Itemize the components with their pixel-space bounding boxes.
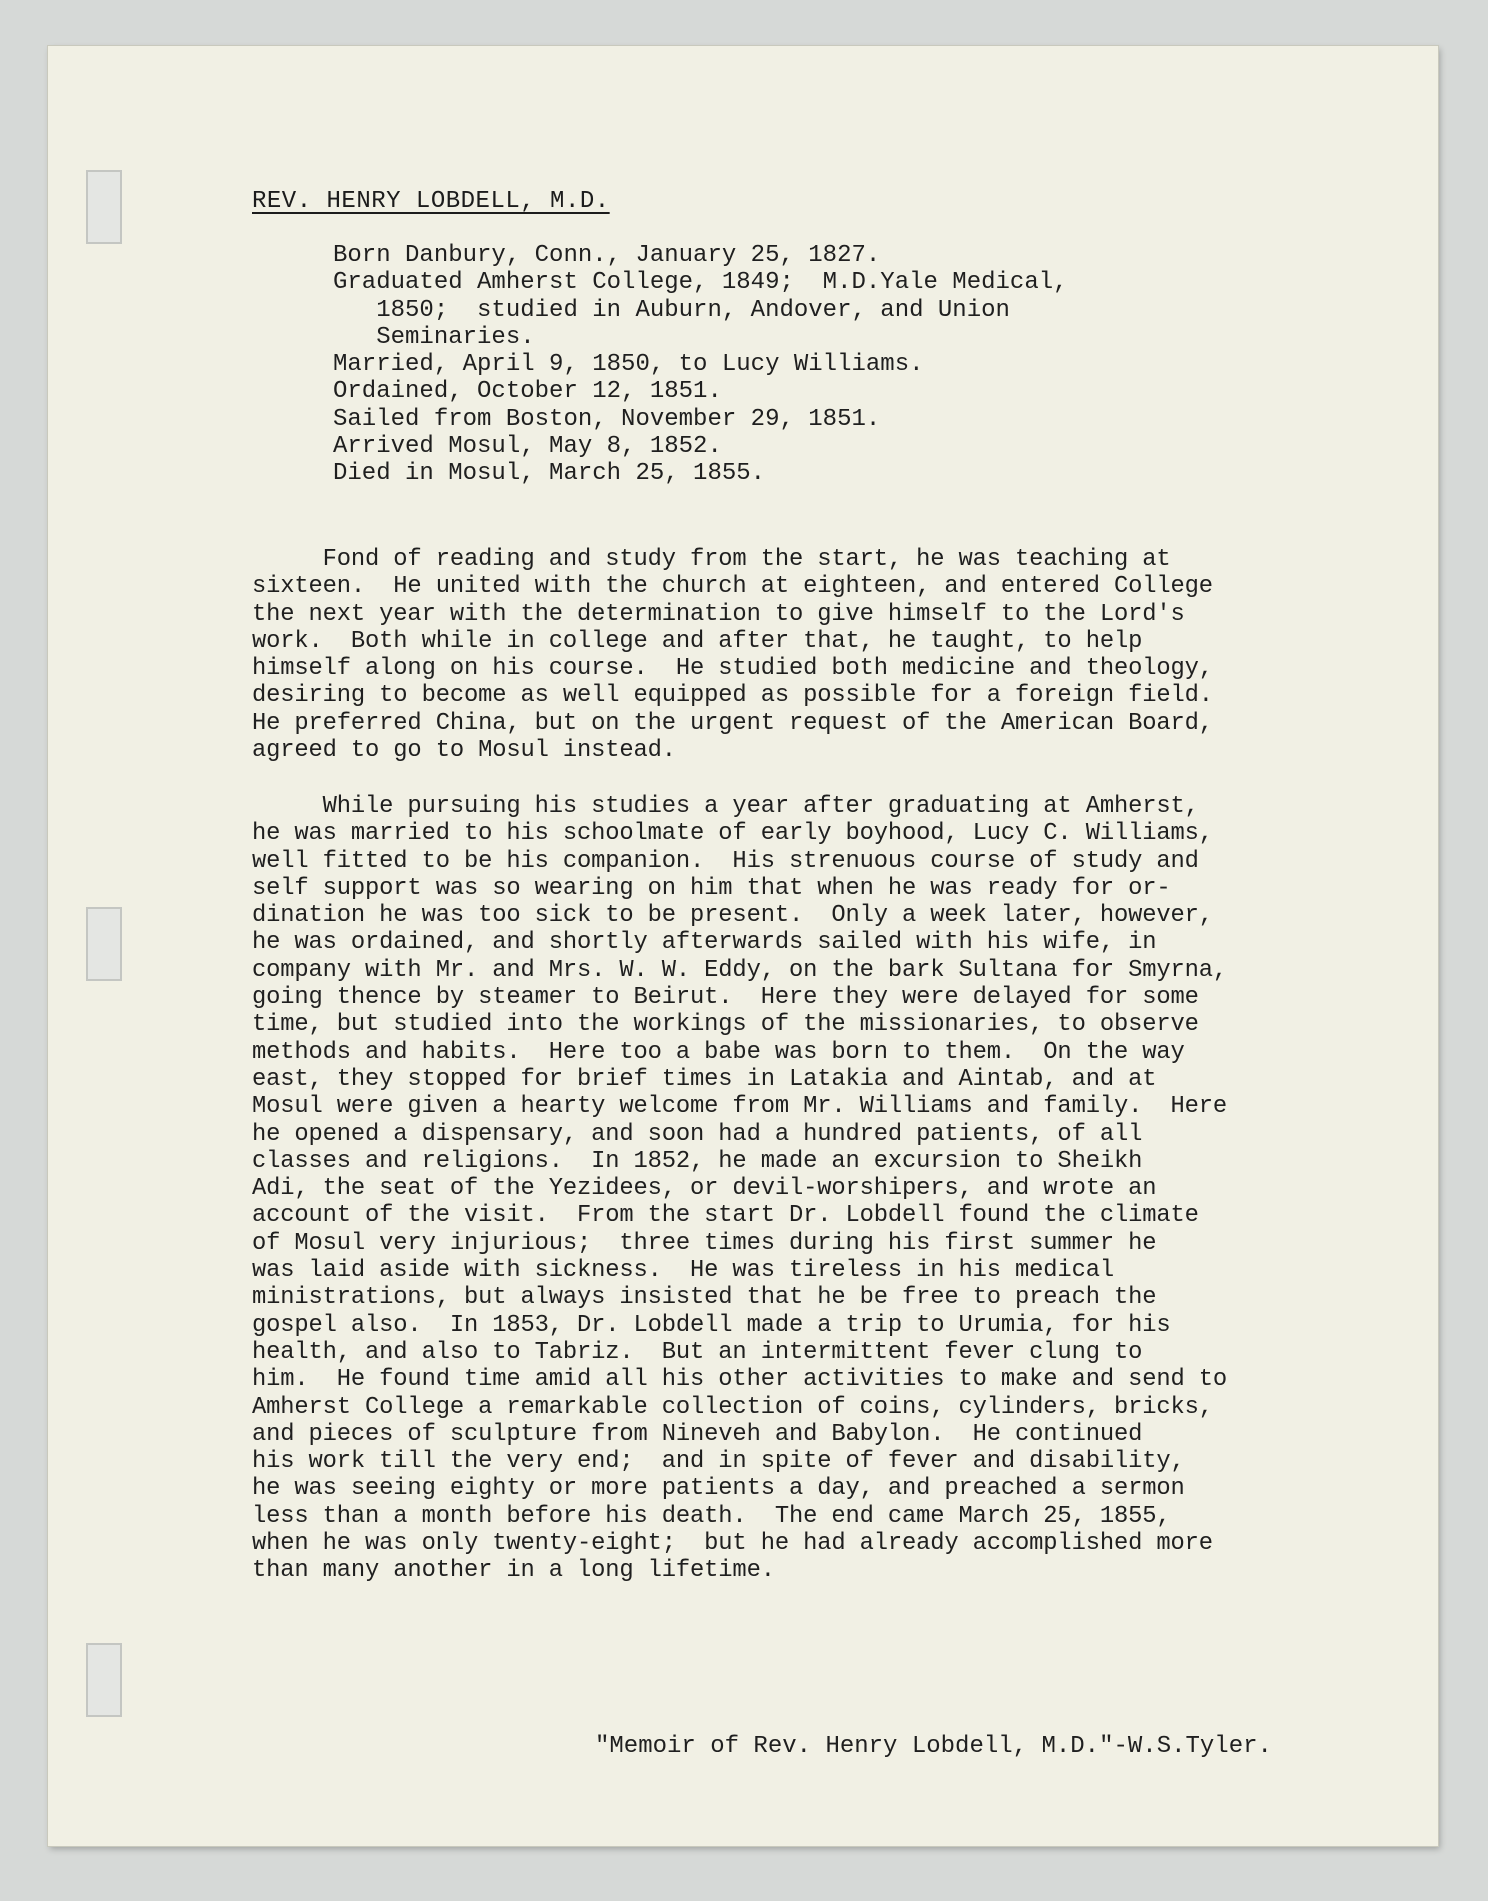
fact-line: 1850; studied in Auburn, Andover, and Union bbox=[333, 296, 1010, 324]
binder-slot-top bbox=[86, 170, 122, 244]
paragraph-2-line: While pursuing his studies a year after graduating at Amherst, bbox=[252, 793, 1199, 820]
paragraph-2-line: self support was so wearing on him that when he was ready for or- bbox=[252, 874, 1171, 902]
paragraph-2-line: less than a month before his death. The end came March 25, 1855, bbox=[252, 1502, 1171, 1530]
paragraph-1-line: himself along on his course. He studied both medicine and theology, bbox=[252, 655, 1213, 683]
binder-slot-bottom bbox=[86, 1643, 122, 1717]
paragraph-2-line: when he was only twenty-eight; but he had already accomplished more bbox=[252, 1530, 1213, 1558]
paragraph-2-line: methods and habits. Here too a babe was born to them. On the way bbox=[252, 1038, 1185, 1066]
paragraph-2-line: his work till the very end; and in spite of fever and disability, bbox=[252, 1448, 1185, 1476]
binder-slot-middle bbox=[86, 907, 122, 981]
fact-line: Died in Mosul, March 25, 1855. bbox=[333, 460, 766, 488]
paragraph-2-line: east, they stopped for brief times in Latakia and Aintab, and at bbox=[252, 1065, 1157, 1093]
paragraph-1-line: agreed to go to Mosul instead. bbox=[252, 737, 676, 765]
paragraph-1-line: desiring to become as well equipped as possible for a foreign field. bbox=[252, 682, 1213, 710]
paragraph-2-line: dination he was too sick to be present. Only a week later, however, bbox=[252, 902, 1213, 930]
paragraph-2-line: he was married to his schoolmate of early boyhood, Lucy C. Williams, bbox=[252, 820, 1213, 848]
source-attribution: "Memoir of Rev. Henry Lobdell, M.D."-W.S.Tyler. bbox=[595, 1733, 1272, 1760]
fact-line: Born Danbury, Conn., January 25, 1827. bbox=[333, 242, 881, 269]
paragraph-1-line: the next year with the determination to give himself to the Lord's bbox=[252, 600, 1185, 628]
document-title: REV. HENRY LOBDELL, M.D. bbox=[252, 188, 610, 215]
fact-line: Ordained, October 12, 1851. bbox=[333, 378, 722, 406]
body-paragraph-2 bbox=[252, 793, 1227, 1585]
paragraph-2-line: he was seeing eighty or more patients a day, and preached a sermon bbox=[252, 1475, 1185, 1503]
paragraph-2-line: ministrations, but always insisted that he be free to preach the bbox=[252, 1284, 1157, 1312]
fact-line: Arrived Mosul, May 8, 1852. bbox=[333, 433, 722, 461]
paragraph-1-line: He preferred China, but on the urgent request of the American Board, bbox=[252, 709, 1213, 737]
paragraph-2-line: him. He found time amid all his other activities to make and send to bbox=[252, 1366, 1228, 1394]
paragraph-2-line: time, but studied into the workings of the missionaries, to observe bbox=[252, 1011, 1199, 1039]
paragraph-2-line: and pieces of sculpture from Nineveh and Babylon. He continued bbox=[252, 1420, 1143, 1448]
paragraph-2-line: classes and religions. In 1852, he made an excursion to Sheikh bbox=[252, 1147, 1143, 1175]
paragraph-2-line: account of the visit. From the start Dr. Lobdell found the climate bbox=[252, 1202, 1199, 1230]
paragraph-2-line: he opened a dispensary, and soon had a hundred patients, of all bbox=[252, 1120, 1143, 1148]
fact-line: Seminaries. bbox=[333, 323, 535, 351]
biographical-facts bbox=[333, 242, 1068, 488]
paragraph-2-line: was laid aside with sickness. He was tireless in his medical bbox=[252, 1257, 1114, 1285]
paragraph-1-line: Fond of reading and study from the start, he was teaching at bbox=[252, 546, 1171, 573]
paragraph-2-line: well fitted to be his companion. His strenuous course of study and bbox=[252, 847, 1199, 875]
paragraph-1-line: work. Both while in college and after that, he taught, to help bbox=[252, 627, 1143, 655]
paragraph-2-line: Amherst College a remarkable collection of coins, cylinders, bricks, bbox=[252, 1393, 1213, 1421]
paragraph-2-line: gospel also. In 1853, Dr. Lobdell made a trip to Urumia, for his bbox=[252, 1311, 1171, 1339]
paragraph-2-line: Adi, the seat of the Yezidees, or devil-worshipers, and wrote an bbox=[252, 1175, 1157, 1203]
fact-line: Graduated Amherst College, 1849; M.D.Yale Medical, bbox=[333, 269, 1068, 297]
fact-line: Sailed from Boston, November 29, 1851. bbox=[333, 405, 881, 433]
paragraph-2-line: than many another in a long lifetime. bbox=[252, 1557, 775, 1585]
paragraph-2-line: of Mosul very injurious; three times during his first summer he bbox=[252, 1229, 1157, 1257]
body-paragraph-1 bbox=[252, 546, 1213, 764]
paragraph-2-line: company with Mr. and Mrs. W. W. Eddy, on the bark Sultana for Smyrna, bbox=[252, 956, 1228, 984]
paragraph-2-line: he was ordained, and shortly afterwards sailed with his wife, in bbox=[252, 929, 1157, 957]
paragraph-2-line: going thence by steamer to Beirut. Here they were delayed for some bbox=[252, 984, 1199, 1012]
paragraph-2-line: health, and also to Tabriz. But an intermittent fever clung to bbox=[252, 1338, 1143, 1366]
paragraph-2-line: Mosul were given a hearty welcome from Mr. Williams and family. Here bbox=[252, 1093, 1228, 1121]
fact-line: Married, April 9, 1850, to Lucy Williams. bbox=[333, 351, 924, 379]
paragraph-1-line: sixteen. He united with the church at eighteen, and entered College bbox=[252, 573, 1213, 601]
